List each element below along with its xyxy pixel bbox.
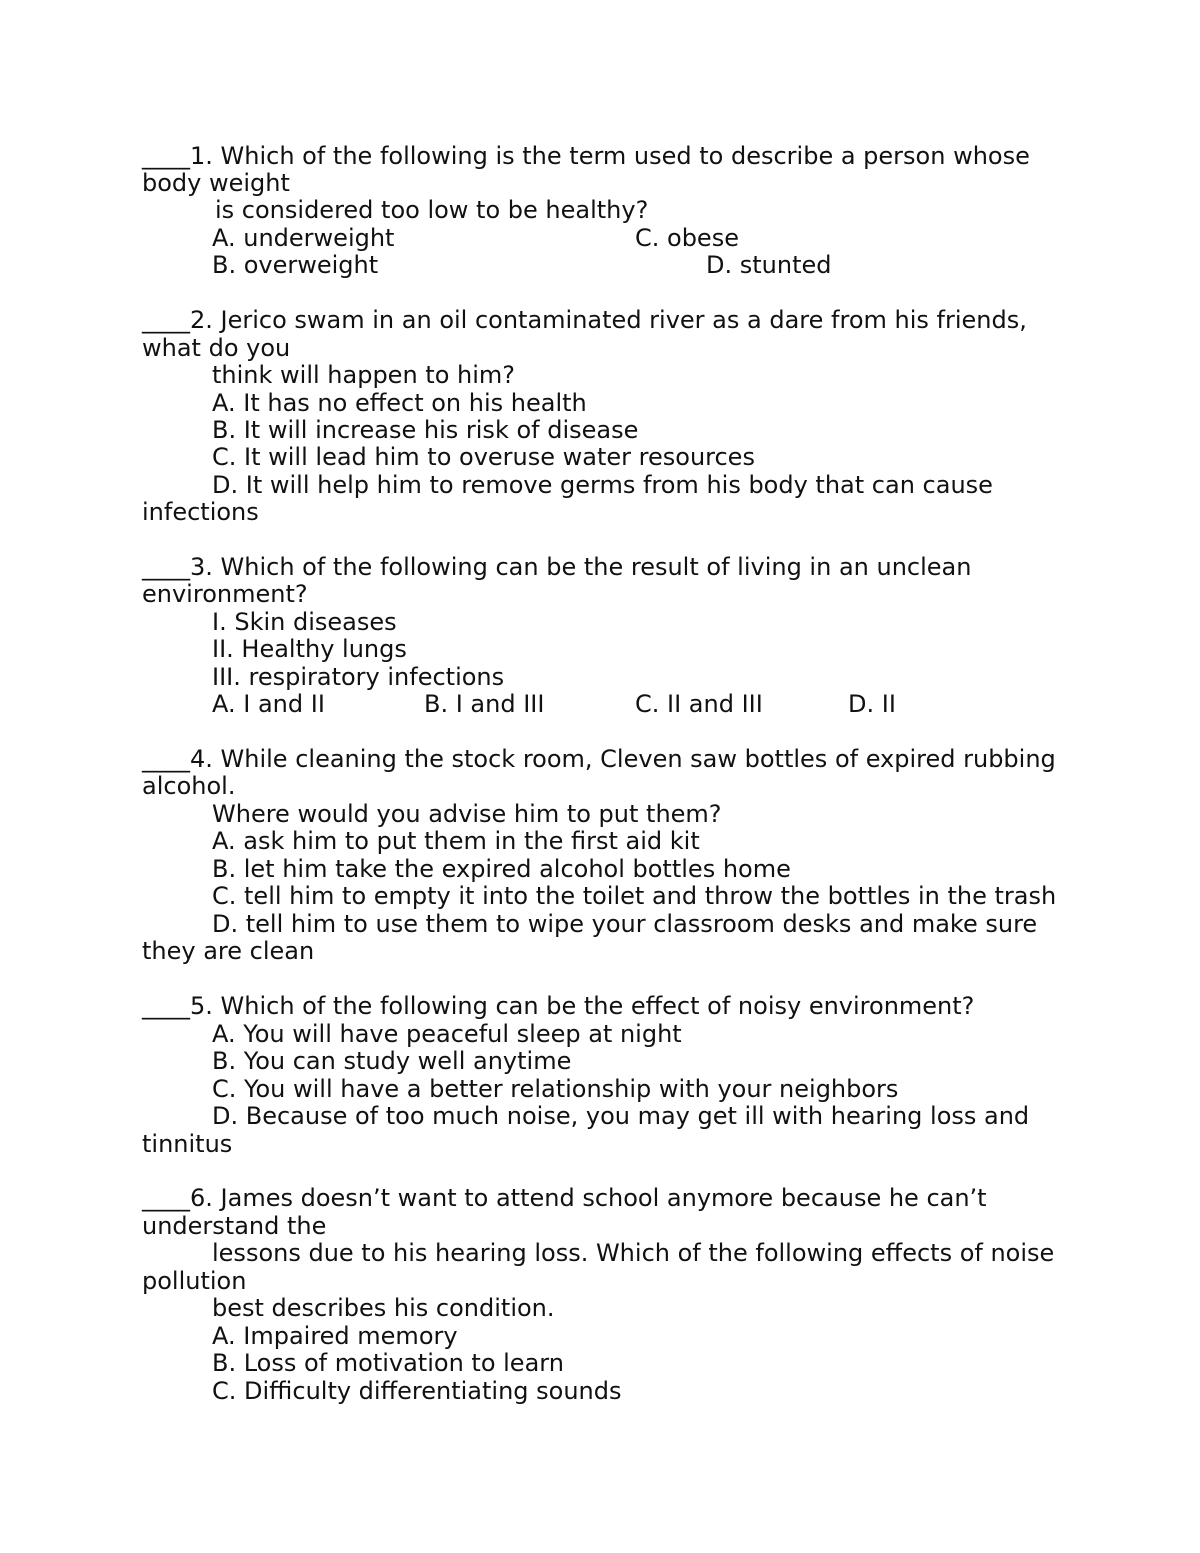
question-stem: is considered too low to be healthy? — [215, 196, 649, 224]
option-c: C. II and III — [635, 690, 763, 718]
option-d: D. II — [848, 690, 896, 718]
option-a: A. ask him to put them in the first aid kit — [212, 827, 700, 855]
option-d: D. Because of too much noise, you may get ill with hearing loss and — [212, 1102, 1030, 1130]
question-stem: ____2. Jerico swam in an oil contaminated river as a dare from his friends, — [142, 306, 1027, 334]
list-item: III. respiratory infections — [212, 663, 505, 691]
option-a: A. It has no effect on his health — [212, 389, 587, 417]
question-stem: body weight — [142, 169, 290, 197]
option-c: C. tell him to empty it into the toilet and throw the bottles in the trash — [212, 882, 1057, 910]
option-d-continued: infections — [142, 498, 259, 526]
option-a: A. Impaired memory — [212, 1322, 458, 1350]
question-stem: lessons due to his hearing loss. Which of the following effects of noise — [212, 1239, 1055, 1267]
option-c: C. You will have a better relationship with your neighbors — [212, 1075, 899, 1103]
question-stem: ____3. Which of the following can be the result of living in an unclean — [142, 553, 972, 581]
option-d: D. tell him to use them to wipe your classroom desks and make sure — [212, 910, 1038, 938]
option-a: A. I and II — [212, 690, 325, 718]
option-d-continued: they are clean — [142, 937, 315, 965]
option-a: A. underweight — [212, 224, 395, 252]
list-item: I. Skin diseases — [212, 608, 397, 636]
option-b: B. I and III — [424, 690, 545, 718]
option-b: B. It will increase his risk of disease — [212, 416, 639, 444]
question-stem: understand the — [142, 1212, 327, 1240]
question-stem: ____6. James doesn’t want to attend school anymore because he can’t — [142, 1184, 987, 1212]
option-c: C. Difficulty differentiating sounds — [212, 1377, 622, 1405]
option-c: C. It will lead him to overuse water resources — [212, 443, 755, 471]
option-d: D. It will help him to remove germs from his body that can cause — [212, 471, 993, 499]
option-b: B. let him take the expired alcohol bottles home — [212, 855, 791, 883]
option-d-continued: tinnitus — [142, 1130, 233, 1158]
option-d: D. stunted — [706, 251, 832, 279]
question-stem: alcohol. — [142, 772, 236, 800]
question-stem: ____4. While cleaning the stock room, Cleven saw bottles of expired rubbing — [142, 745, 1056, 773]
question-stem: Where would you advise him to put them? — [212, 800, 722, 828]
question-stem: environment? — [142, 580, 308, 608]
question-stem: think will happen to him? — [212, 361, 515, 389]
question-stem: pollution — [142, 1267, 247, 1295]
question-stem: best describes his condition. — [212, 1294, 555, 1322]
question-stem: what do you — [142, 334, 291, 362]
list-item: II. Healthy lungs — [212, 635, 407, 663]
option-a: A. You will have peaceful sleep at night — [212, 1020, 682, 1048]
option-b: B. You can study well anytime — [212, 1047, 572, 1075]
option-b: B. overweight — [212, 251, 379, 279]
option-c: C. obese — [635, 224, 739, 252]
option-b: B. Loss of motivation to learn — [212, 1349, 564, 1377]
question-stem: ____5. Which of the following can be the effect of noisy environment? — [142, 992, 975, 1020]
question-stem: ____1. Which of the following is the term used to describe a person whose — [142, 142, 1030, 170]
